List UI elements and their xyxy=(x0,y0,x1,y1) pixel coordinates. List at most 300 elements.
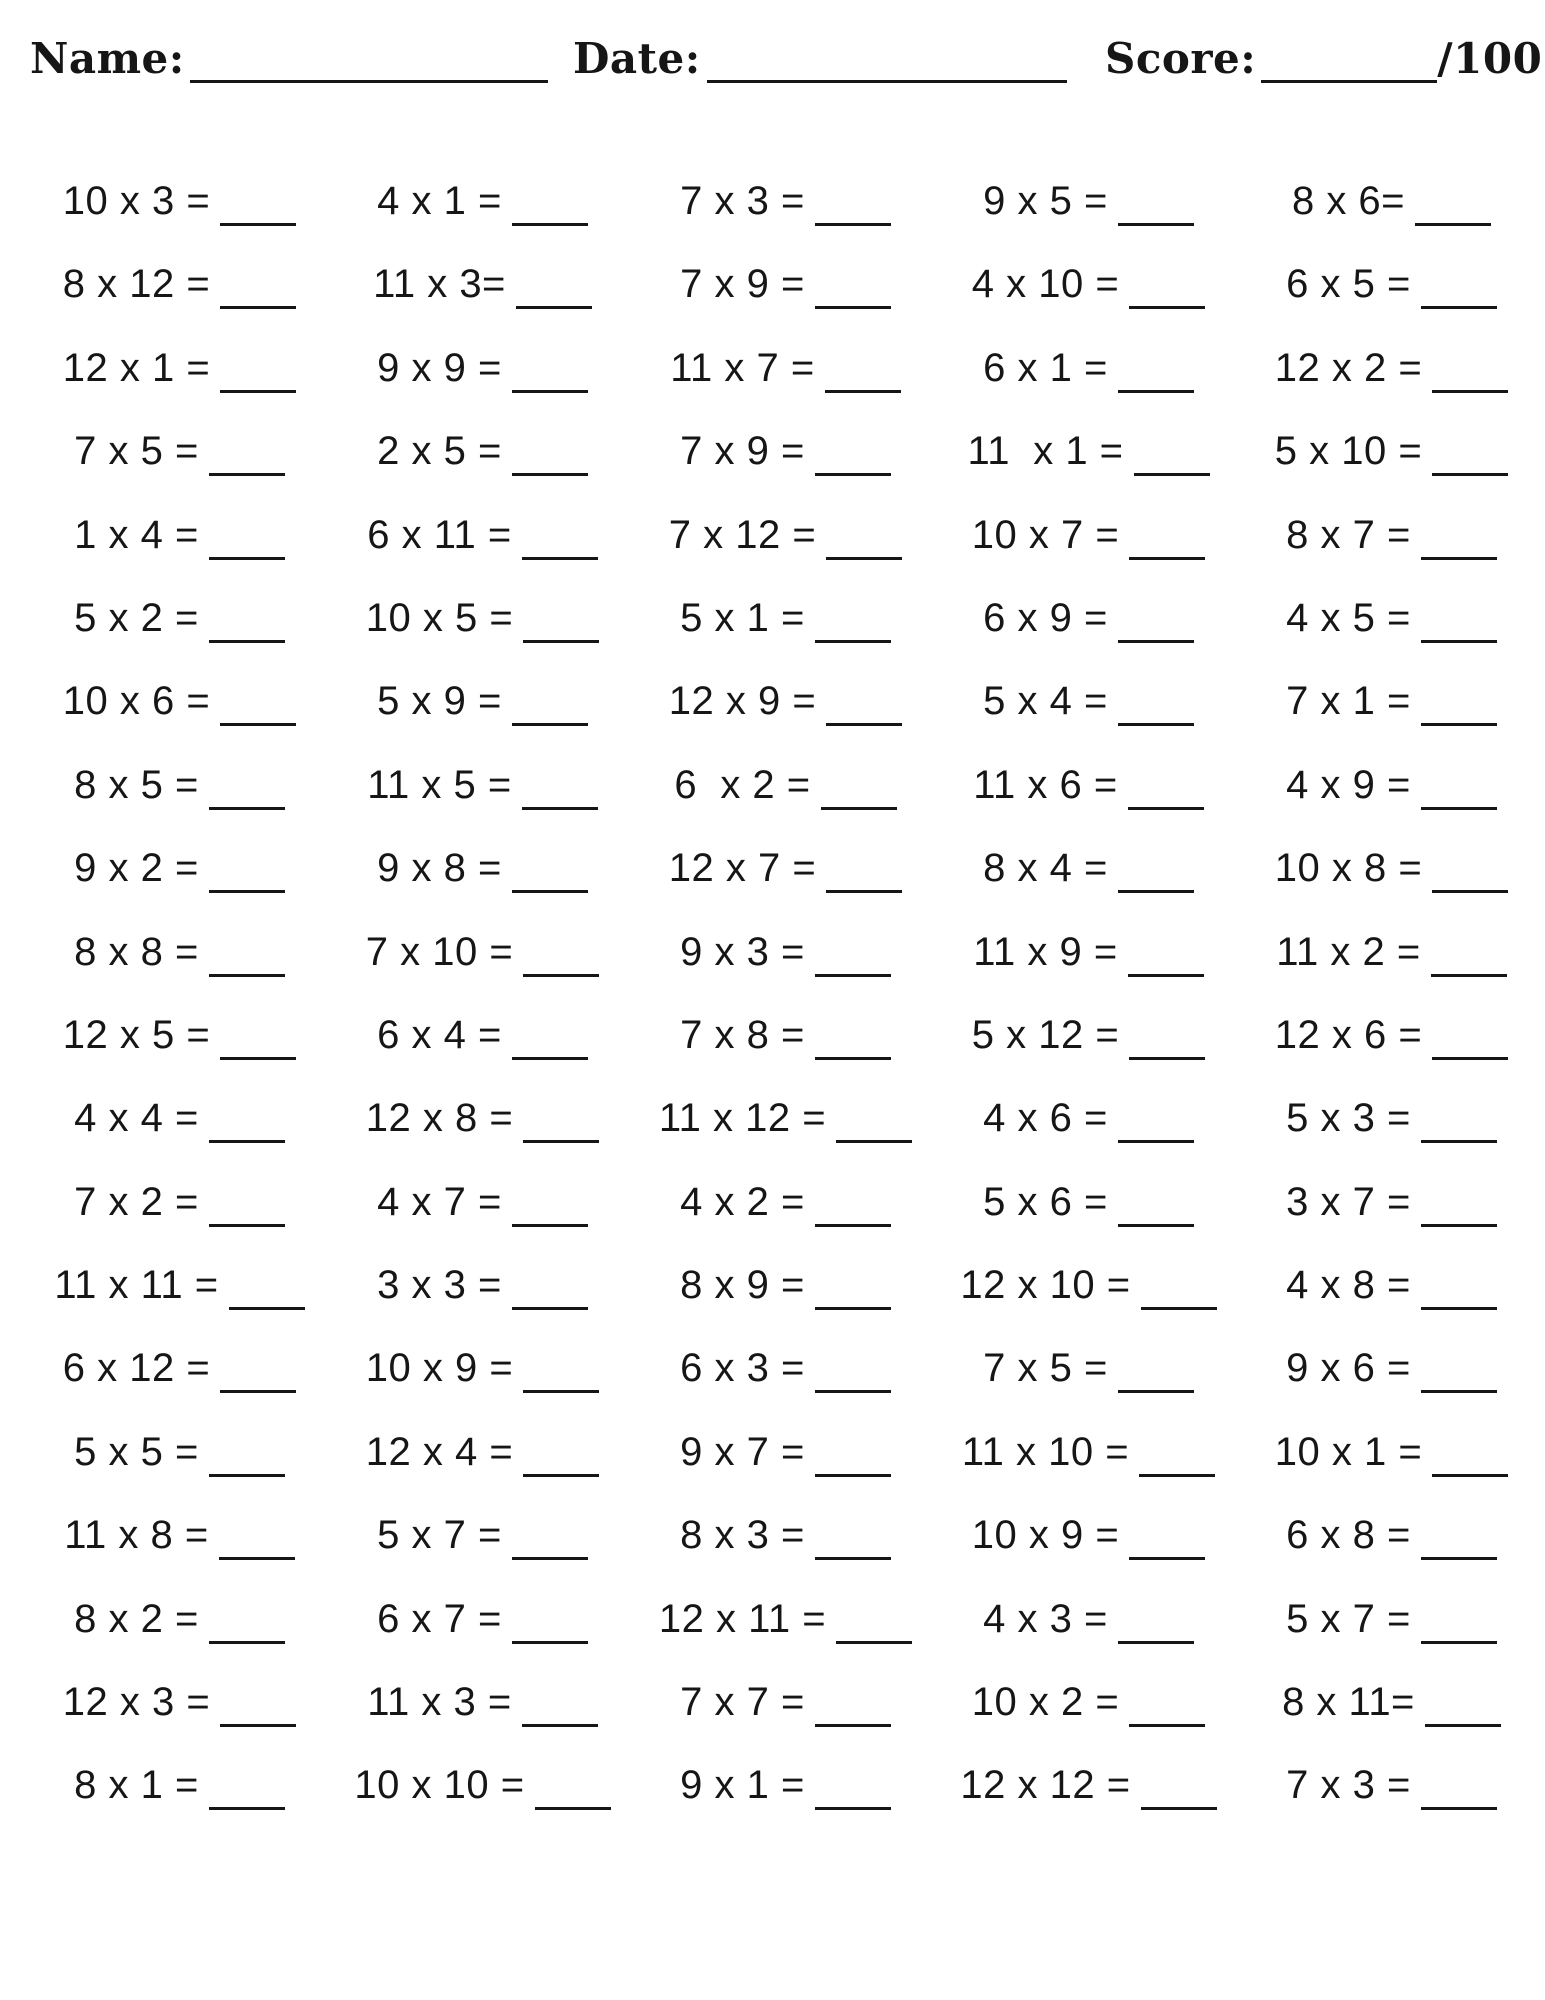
problem-text: 8 x 12 = xyxy=(62,262,211,307)
problem-text: 7 x 3 = xyxy=(680,179,805,223)
problem-cell xyxy=(634,1578,937,1661)
problem-cell xyxy=(1240,160,1543,243)
answer-blank xyxy=(815,306,891,309)
answer-blank xyxy=(1432,1474,1508,1477)
problem-cell xyxy=(634,1661,937,1744)
answer-blank xyxy=(209,473,285,476)
answer-blank xyxy=(1421,1140,1497,1143)
problem-text: 7 x 9 = xyxy=(680,429,805,474)
problem-cell xyxy=(1240,1494,1543,1577)
problem-cell xyxy=(28,327,331,410)
problem-cell xyxy=(331,827,634,910)
problem-cell xyxy=(937,1494,1240,1577)
problem-text: 7 x 5 = xyxy=(74,429,199,474)
problems-grid xyxy=(28,160,1543,1828)
answer-blank xyxy=(815,640,891,643)
name-label: Name: xyxy=(30,34,185,83)
problem-text: 6 x 2 = xyxy=(674,762,811,807)
problem-text: 9 x 7 = xyxy=(680,1429,805,1474)
problem-text: 7 x 10 = xyxy=(365,929,514,974)
answer-blank xyxy=(209,640,285,643)
answer-blank xyxy=(815,1057,891,1060)
problem-cell xyxy=(331,577,634,660)
answer-blank xyxy=(826,557,902,560)
answer-blank xyxy=(220,223,296,226)
problem-cell xyxy=(634,1244,937,1327)
problem-cell xyxy=(28,1244,331,1327)
problem-cell xyxy=(634,1327,937,1410)
problem-text: 5 x 10 = xyxy=(1274,429,1423,474)
problem-cell xyxy=(937,1244,1240,1327)
problem-text: 6 x 5 = xyxy=(1286,262,1411,307)
problem-cell xyxy=(634,327,937,410)
problem-text: 9 x 6 = xyxy=(1286,1346,1411,1391)
problem-text: 4 x 6 = xyxy=(983,1096,1108,1141)
problem-text: 12 x 12 = xyxy=(960,1763,1131,1808)
answer-blank xyxy=(512,390,588,393)
problem-text: 12 x 10 = xyxy=(960,1263,1131,1308)
answer-blank xyxy=(1421,1641,1497,1644)
problem-cell xyxy=(28,243,331,326)
problem-cell xyxy=(28,1578,331,1661)
problem-cell xyxy=(634,744,937,827)
answer-blank xyxy=(512,1057,588,1060)
problem-cell xyxy=(937,1077,1240,1160)
problem-text: 9 x 9 = xyxy=(377,345,502,390)
problem-text: 12 x 7 = xyxy=(668,846,817,891)
problem-text: 6 x 7 = xyxy=(377,1596,502,1641)
problem-cell xyxy=(937,994,1240,1077)
problem-text: 5 x 6 = xyxy=(983,1179,1108,1224)
problem-cell xyxy=(634,1494,937,1577)
answer-blank xyxy=(1129,1724,1205,1727)
answer-blank xyxy=(229,1307,305,1310)
problem-cell xyxy=(1240,1578,1543,1661)
problem-cell xyxy=(634,243,937,326)
problem-cell xyxy=(331,744,634,827)
problem-cell xyxy=(331,1578,634,1661)
answer-blank xyxy=(815,223,891,226)
problem-text: 5 x 7 = xyxy=(1286,1596,1411,1641)
problem-cell xyxy=(937,410,1240,493)
answer-blank xyxy=(1415,223,1491,226)
problem-text: 10 x 5 = xyxy=(365,595,514,640)
problem-text: 8 x 2 = xyxy=(74,1596,199,1641)
problem-cell xyxy=(937,243,1240,326)
problem-text: 6 x 11 = xyxy=(367,512,512,557)
answer-blank xyxy=(1421,1307,1497,1310)
problem-cell xyxy=(1240,1077,1543,1160)
problem-cell xyxy=(937,827,1240,910)
answer-blank xyxy=(1118,390,1194,393)
problem-text: 7 x 2 = xyxy=(74,1179,199,1224)
problem-text: 8 x 6= xyxy=(1291,179,1406,223)
problem-text: 8 x 5 = xyxy=(74,762,199,807)
problem-text: 9 x 5 = xyxy=(983,179,1108,223)
date-field xyxy=(573,34,1067,83)
problem-text: 11 x 3= xyxy=(373,262,506,307)
answer-blank xyxy=(209,974,285,977)
answer-blank xyxy=(1141,1307,1217,1310)
answer-blank xyxy=(1421,723,1497,726)
answer-blank xyxy=(535,1807,611,1810)
problem-cell xyxy=(331,1494,634,1577)
problem-cell xyxy=(1240,660,1543,743)
problem-cell xyxy=(937,1411,1240,1494)
problem-text: 6 x 3 = xyxy=(680,1346,805,1391)
answer-blank xyxy=(512,1224,588,1227)
problem-text: 7 x 3 = xyxy=(1286,1763,1411,1808)
problem-cell xyxy=(937,1161,1240,1244)
answer-blank xyxy=(1421,306,1497,309)
answer-blank xyxy=(1128,974,1204,977)
problem-cell xyxy=(1240,327,1543,410)
problem-cell xyxy=(634,1161,937,1244)
problem-cell xyxy=(331,494,634,577)
problem-text: 4 x 7 = xyxy=(377,1179,502,1224)
problem-cell xyxy=(28,160,331,243)
problem-text: 7 x 5 = xyxy=(983,1346,1108,1391)
score-total: /100 xyxy=(1437,34,1543,83)
problem-text: 9 x 8 = xyxy=(377,846,502,891)
problem-text: 12 x 4 = xyxy=(365,1429,514,1474)
answer-blank xyxy=(523,1140,599,1143)
answer-blank xyxy=(512,1557,588,1560)
answer-blank xyxy=(512,1307,588,1310)
problem-text: 5 x 9 = xyxy=(377,679,502,724)
problem-cell xyxy=(28,1494,331,1577)
problem-cell xyxy=(1240,1744,1543,1827)
problem-cell xyxy=(331,1661,634,1744)
score-field xyxy=(1105,34,1542,83)
answer-blank xyxy=(815,1807,891,1810)
problem-text: 5 x 2 = xyxy=(74,595,199,640)
answer-blank xyxy=(825,390,901,393)
problem-text: 6 x 4 = xyxy=(377,1012,502,1057)
problem-text: 4 x 1 = xyxy=(377,179,502,223)
problem-text: 7 x 9 = xyxy=(680,262,805,307)
problem-text: 6 x 9 = xyxy=(983,595,1108,640)
answer-blank xyxy=(209,1224,285,1227)
problem-text: 10 x 1 = xyxy=(1274,1429,1423,1474)
problem-cell xyxy=(937,160,1240,243)
date-label: Date: xyxy=(573,34,701,83)
problem-cell xyxy=(331,1244,634,1327)
problem-cell xyxy=(1240,1327,1543,1410)
problem-cell xyxy=(634,660,937,743)
answer-blank xyxy=(1118,1224,1194,1227)
answer-blank xyxy=(522,1724,598,1727)
problem-cell xyxy=(937,1327,1240,1410)
answer-blank xyxy=(1134,473,1210,476)
answer-blank xyxy=(815,1557,891,1560)
problem-cell xyxy=(331,660,634,743)
problem-text: 5 x 12 = xyxy=(971,1012,1120,1057)
answer-blank xyxy=(512,723,588,726)
problem-cell xyxy=(1240,243,1543,326)
problem-cell xyxy=(634,160,937,243)
problem-text: 8 x 4 = xyxy=(983,846,1108,891)
problem-text: 12 x 11 = xyxy=(658,1596,827,1641)
problem-text: 4 x 5 = xyxy=(1286,595,1411,640)
problem-text: 11 x 1 = xyxy=(967,429,1124,474)
problem-cell xyxy=(28,1077,331,1160)
answer-blank xyxy=(516,306,592,309)
problem-cell xyxy=(634,1744,937,1827)
problem-cell xyxy=(28,1661,331,1744)
answer-blank xyxy=(512,890,588,893)
answer-blank xyxy=(1118,1390,1194,1393)
problem-text: 8 x 3 = xyxy=(680,1513,805,1558)
problem-cell xyxy=(1240,494,1543,577)
answer-blank xyxy=(1129,306,1205,309)
problem-cell xyxy=(634,577,937,660)
problem-cell xyxy=(937,327,1240,410)
problem-text: 10 x 7 = xyxy=(971,512,1120,557)
problem-cell xyxy=(28,1744,331,1827)
answer-blank xyxy=(209,807,285,810)
name-field xyxy=(30,34,548,83)
answer-blank xyxy=(836,1140,912,1143)
answer-blank xyxy=(220,390,296,393)
problem-text: 6 x 12 = xyxy=(62,1346,211,1391)
problem-cell xyxy=(331,243,634,326)
problem-cell xyxy=(28,911,331,994)
answer-blank xyxy=(1421,1557,1497,1560)
problem-text: 11 x 10 = xyxy=(961,1429,1130,1474)
answer-blank xyxy=(815,1224,891,1227)
problem-cell xyxy=(1240,827,1543,910)
problem-cell xyxy=(937,577,1240,660)
problem-cell xyxy=(331,911,634,994)
answer-blank xyxy=(209,557,285,560)
answer-blank xyxy=(220,306,296,309)
problem-cell xyxy=(1240,994,1543,1077)
problem-text: 9 x 2 = xyxy=(74,846,199,891)
problem-cell xyxy=(937,1744,1240,1827)
answer-blank xyxy=(1128,807,1204,810)
answer-blank xyxy=(1432,473,1508,476)
problem-text: 3 x 7 = xyxy=(1286,1179,1411,1224)
answer-blank xyxy=(512,1641,588,1644)
answer-blank xyxy=(815,1307,891,1310)
answer-blank xyxy=(522,557,598,560)
answer-blank xyxy=(523,1474,599,1477)
problem-cell xyxy=(937,1661,1240,1744)
problem-text: 11 x 9 = xyxy=(973,929,1118,974)
problem-cell xyxy=(634,1077,937,1160)
problem-cell xyxy=(331,994,634,1077)
problem-text: 5 x 5 = xyxy=(74,1429,199,1474)
problem-text: 11 x 7 = xyxy=(670,345,815,390)
problem-cell xyxy=(1240,1244,1543,1327)
answer-blank xyxy=(512,223,588,226)
problem-text: 9 x 3 = xyxy=(680,929,805,974)
problem-cell xyxy=(331,1327,634,1410)
problem-text: 7 x 1 = xyxy=(1286,679,1411,724)
problem-text: 11 x 11 = xyxy=(54,1263,219,1308)
problem-text: 8 x 1 = xyxy=(74,1763,199,1808)
answer-blank xyxy=(815,1724,891,1727)
answer-blank xyxy=(512,473,588,476)
problem-text: 10 x 2 = xyxy=(971,1680,1120,1725)
problem-text: 6 x 1 = xyxy=(983,345,1108,390)
answer-blank xyxy=(1118,890,1194,893)
answer-blank xyxy=(1421,1390,1497,1393)
answer-blank xyxy=(815,1474,891,1477)
problem-text: 8 x 7 = xyxy=(1286,512,1411,557)
answer-blank xyxy=(821,807,897,810)
answer-blank xyxy=(1432,1057,1508,1060)
problem-cell xyxy=(634,827,937,910)
answer-blank xyxy=(1118,1641,1194,1644)
problem-text: 11 x 8 = xyxy=(64,1513,209,1558)
problem-text: 11 x 5 = xyxy=(367,762,512,807)
problem-cell xyxy=(1240,744,1543,827)
problem-text: 10 x 3 = xyxy=(62,179,211,223)
problem-cell xyxy=(331,327,634,410)
answer-blank xyxy=(209,1140,285,1143)
answer-blank xyxy=(1129,1557,1205,1560)
answer-blank xyxy=(220,1057,296,1060)
problem-cell xyxy=(28,1411,331,1494)
answer-blank xyxy=(1421,1807,1497,1810)
problem-cell xyxy=(1240,911,1543,994)
answer-blank xyxy=(523,974,599,977)
problem-text: 12 x 6 = xyxy=(1274,1012,1423,1057)
answer-blank xyxy=(1432,390,1508,393)
problem-cell xyxy=(1240,1161,1543,1244)
problem-text: 10 x 9 = xyxy=(365,1346,514,1391)
answer-blank xyxy=(209,1641,285,1644)
problem-text: 8 x 11= xyxy=(1282,1680,1415,1725)
problem-text: 12 x 9 = xyxy=(668,679,817,724)
problem-text: 10 x 10 = xyxy=(354,1763,525,1808)
answer-blank xyxy=(220,723,296,726)
answer-blank xyxy=(1141,1807,1217,1810)
answer-blank xyxy=(1139,1474,1215,1477)
problem-text: 4 x 10 = xyxy=(971,262,1120,307)
score-fill-line xyxy=(1261,80,1437,83)
problem-text: 11 x 3 = xyxy=(367,1680,512,1725)
answer-blank xyxy=(826,723,902,726)
problem-text: 12 x 8 = xyxy=(365,1096,514,1141)
answer-blank xyxy=(209,1807,285,1810)
answer-blank xyxy=(219,1557,295,1560)
problem-cell xyxy=(937,1578,1240,1661)
problem-text: 4 x 2 = xyxy=(680,1179,805,1224)
date-fill-line xyxy=(707,80,1067,83)
problem-cell xyxy=(28,994,331,1077)
problem-cell xyxy=(331,1744,634,1827)
problem-cell xyxy=(28,494,331,577)
problem-cell xyxy=(331,1077,634,1160)
problem-cell xyxy=(1240,410,1543,493)
answer-blank xyxy=(1129,557,1205,560)
problem-text: 12 x 1 = xyxy=(62,345,211,390)
problem-cell xyxy=(937,494,1240,577)
problem-cell xyxy=(331,1161,634,1244)
problem-cell xyxy=(634,911,937,994)
problem-cell xyxy=(28,1327,331,1410)
answer-blank xyxy=(1421,807,1497,810)
problem-text: 11 x 2 = xyxy=(1276,929,1421,974)
problem-cell xyxy=(634,410,937,493)
problem-text: 1 x 4 = xyxy=(74,512,199,557)
problem-cell xyxy=(1240,1411,1543,1494)
answer-blank xyxy=(815,974,891,977)
problem-cell xyxy=(28,1161,331,1244)
problem-text: 5 x 3 = xyxy=(1286,1096,1411,1141)
problem-cell xyxy=(634,494,937,577)
answer-blank xyxy=(220,1724,296,1727)
problem-text: 10 x 9 = xyxy=(971,1513,1120,1558)
problem-cell xyxy=(28,660,331,743)
problem-text: 7 x 7 = xyxy=(680,1680,805,1725)
answer-blank xyxy=(1431,974,1507,977)
problem-text: 4 x 9 = xyxy=(1286,762,1411,807)
problem-text: 11 x 6 = xyxy=(973,762,1118,807)
problem-text: 8 x 8 = xyxy=(74,929,199,974)
problem-text: 5 x 1 = xyxy=(680,595,805,640)
problem-text: 4 x 4 = xyxy=(74,1096,199,1141)
problem-text: 12 x 5 = xyxy=(62,1012,211,1057)
answer-blank xyxy=(209,890,285,893)
problem-text: 4 x 8 = xyxy=(1286,1263,1411,1308)
problem-text: 5 x 4 = xyxy=(983,679,1108,724)
problem-text: 12 x 2 = xyxy=(1274,345,1423,390)
answer-blank xyxy=(523,640,599,643)
problem-cell xyxy=(331,410,634,493)
answer-blank xyxy=(826,890,902,893)
answer-blank xyxy=(1432,890,1508,893)
answer-blank xyxy=(220,1390,296,1393)
name-fill-line xyxy=(190,80,548,83)
answer-blank xyxy=(1118,723,1194,726)
problem-cell xyxy=(937,660,1240,743)
score-label: Score: xyxy=(1105,34,1257,83)
problem-cell xyxy=(28,744,331,827)
answer-blank xyxy=(1118,223,1194,226)
answer-blank xyxy=(815,1390,891,1393)
answer-blank xyxy=(1118,640,1194,643)
problem-cell xyxy=(634,1411,937,1494)
answer-blank xyxy=(836,1641,912,1644)
answer-blank xyxy=(815,473,891,476)
problem-cell xyxy=(331,1411,634,1494)
problem-text: 11 x 12 = xyxy=(658,1096,827,1141)
problem-cell xyxy=(28,577,331,660)
problem-cell xyxy=(937,911,1240,994)
answer-blank xyxy=(1425,1724,1501,1727)
answer-blank xyxy=(1421,640,1497,643)
problem-cell xyxy=(28,827,331,910)
problem-text: 2 x 5 = xyxy=(377,429,502,474)
problem-text: 3 x 3 = xyxy=(377,1263,502,1308)
problem-cell xyxy=(1240,577,1543,660)
problem-text: 7 x 12 = xyxy=(668,512,817,557)
problem-text: 10 x 8 = xyxy=(1274,846,1423,891)
answer-blank xyxy=(523,1390,599,1393)
answer-blank xyxy=(209,1474,285,1477)
problem-cell xyxy=(1240,1661,1543,1744)
answer-blank xyxy=(1129,1057,1205,1060)
problem-text: 12 x 3 = xyxy=(62,1680,211,1725)
problem-text: 6 x 8 = xyxy=(1286,1513,1411,1558)
answer-blank xyxy=(1421,557,1497,560)
problem-text: 4 x 3 = xyxy=(983,1596,1108,1641)
answer-blank xyxy=(522,807,598,810)
